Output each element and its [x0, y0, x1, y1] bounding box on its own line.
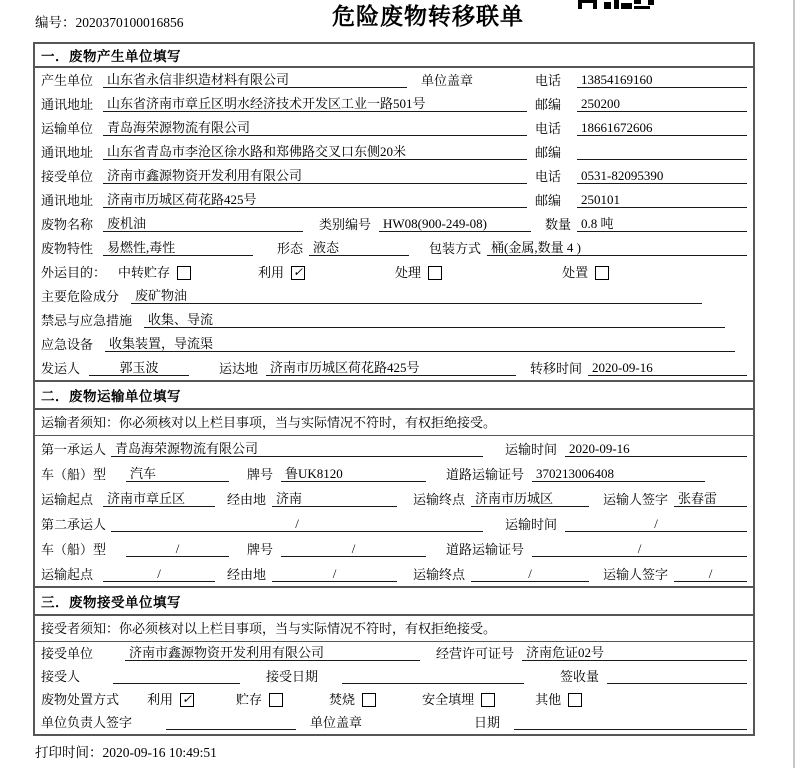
- road-permit-label: 道路运输证号: [446, 542, 525, 557]
- row-receiver-unit: [35, 164, 753, 188]
- waste-name-label: 废物名称: [41, 217, 94, 232]
- manifest-form: [33, 42, 755, 736]
- serial-label: 编号：: [35, 15, 76, 30]
- address-label: 通讯地址: [41, 145, 94, 160]
- carrier-sign-label: 运输人签字: [603, 492, 669, 507]
- waste-name-value: 废机油: [103, 216, 303, 232]
- plate-label: 牌号: [247, 467, 274, 482]
- plate-value: /: [281, 541, 426, 557]
- row-taboo-measures: [35, 308, 753, 332]
- checkbox-unchecked: [428, 266, 442, 280]
- section2-heading: 二．废物运输单位填写: [35, 382, 753, 410]
- main-hazard-label: 主要危险成分: [41, 289, 120, 304]
- route-end-value: /: [471, 566, 589, 582]
- print-time-label: 打印时间：: [35, 745, 103, 760]
- taboo-label: 禁忌与应急措施: [41, 313, 133, 328]
- option-treat: 处理: [395, 265, 442, 280]
- disposal-label: 废物处置方式: [41, 692, 120, 707]
- receiver-phone-value: 0531-82095390: [577, 168, 747, 184]
- receiver-value: 济南市鑫源物资开发利用有限公司: [103, 168, 527, 184]
- transport-time-label: 运输时间: [505, 442, 558, 457]
- receiver-notice: 接受者须知：你必须核对以上栏目事项，当与实际情况不符时，有权拒绝接受。: [35, 616, 753, 642]
- row-first-carrier: [35, 436, 753, 461]
- route-end-value: 济南市历城区: [471, 491, 589, 507]
- row-waste-props: [35, 236, 753, 260]
- route-via-value: /: [272, 566, 397, 582]
- route-start-label: 运输起点: [41, 567, 94, 582]
- qr-code-fragment: [578, 0, 654, 9]
- route-via-label: 经由地: [227, 567, 267, 582]
- transporter-label: 运输单位: [41, 121, 94, 136]
- carrier1-label: 第一承运人: [41, 442, 107, 457]
- zip-label: 邮编: [535, 145, 562, 160]
- packing-label: 包装方式: [429, 241, 482, 256]
- carrier2-value: /: [111, 516, 483, 532]
- option-dispose: 处置: [562, 265, 609, 280]
- transporter-zip-value: [577, 145, 747, 160]
- row-route2: [35, 561, 753, 586]
- waste-form-label: 形态: [277, 241, 304, 256]
- dispatcher-label: 发运人: [41, 361, 81, 376]
- unit-seal-label: 单位盖章: [420, 73, 473, 88]
- main-hazard-value: 废矿物油: [131, 288, 702, 304]
- accept-date-label: 接受日期: [266, 669, 319, 684]
- date-label: 日期: [474, 715, 501, 730]
- producer-zip-value: 250200: [577, 96, 747, 112]
- checkbox-unchecked: [362, 693, 376, 707]
- row-signoff: [35, 711, 753, 734]
- waste-form-value: 液态: [309, 240, 409, 256]
- unit-seal-label: 单位盖章: [310, 715, 363, 730]
- route-via-value: 济南: [272, 491, 397, 507]
- option-other: 其他: [535, 692, 582, 707]
- waste-code-label: 类别编号: [319, 217, 372, 232]
- receiver-zip-value: 250101: [577, 192, 747, 208]
- option-incinerate: 焚烧: [329, 692, 376, 707]
- route-via-label: 经由地: [227, 492, 267, 507]
- waste-qty-label: 数量: [545, 217, 572, 232]
- transport-time-label: 运输时间: [505, 517, 558, 532]
- carrier2-label: 第二承运人: [41, 517, 107, 532]
- road-permit-value: /: [532, 541, 747, 557]
- print-time-value: 2020-09-16 10:49:51: [102, 745, 217, 760]
- section-transport: [35, 380, 753, 586]
- route-end-label: 运输终点: [413, 492, 466, 507]
- purpose-label: 外运目的：: [41, 265, 107, 280]
- receive-unit-value: 济南市鑫源物资开发利用有限公司: [125, 645, 420, 661]
- zip-label: 邮编: [535, 193, 562, 208]
- road-permit-value: 370213006408: [532, 466, 705, 482]
- transporter-value: 青岛海荣源物流有限公司: [103, 120, 527, 136]
- vehicle-type-label: 车（船）型: [41, 467, 107, 482]
- row-transport-unit: [35, 116, 753, 140]
- transporter-notice: 运输者须知：你必须核对以上栏目事项，当与实际情况不符时，有权拒绝接受。: [35, 410, 753, 436]
- checkbox-mark: ✓: [182, 691, 193, 706]
- checkbox-mark: ✓: [293, 264, 304, 279]
- row-transporter-address: [35, 140, 753, 164]
- transfer-time-label: 转移时间: [530, 361, 583, 376]
- section-receive: [35, 586, 753, 734]
- checkbox-checked: [291, 266, 305, 280]
- row-producer-address: [35, 92, 753, 116]
- responsible-sign-value: [166, 715, 296, 730]
- transporter-phone-value: 18661672606: [577, 120, 747, 136]
- option-landfill: 安全填埋: [422, 692, 495, 707]
- producer-address-value: 山东省济南市章丘区明水经济技术开发区工业一路501号: [103, 96, 527, 112]
- road-permit-label: 道路运输证号: [446, 467, 525, 482]
- signed-qty-value: [607, 669, 747, 684]
- row-disposal-method: [35, 688, 753, 711]
- carrier1-value: 青岛海荣源物流有限公司: [111, 441, 483, 457]
- route-start-label: 运输起点: [41, 492, 94, 507]
- carrier-sign-value: /: [674, 566, 747, 582]
- option-transfer-storage: 中转贮存: [118, 265, 191, 280]
- acceptor-value: [113, 669, 240, 684]
- destination-label: 运达地: [219, 361, 259, 376]
- phone-label: 电话: [535, 169, 562, 184]
- section-producer: [35, 44, 753, 380]
- transfer-time-value: 2020-09-16: [588, 360, 747, 376]
- dispatcher-value: 郭玉波: [89, 360, 189, 376]
- option-utilize: 利用 ✓: [147, 691, 193, 707]
- row-producer-unit: [35, 68, 753, 92]
- receive-unit-label: 接受单位: [41, 646, 94, 661]
- checkbox-unchecked: [595, 266, 609, 280]
- row-dispatch: [35, 356, 753, 380]
- row-acceptor: [35, 665, 753, 688]
- phone-label: 电话: [535, 121, 562, 136]
- license-value: 济南危证02号: [522, 645, 747, 661]
- address-label: 通讯地址: [41, 97, 94, 112]
- row-route1: [35, 486, 753, 511]
- carrier-sign-value: 张春雷: [674, 491, 747, 507]
- destination-value: 济南市历城区荷花路425号: [266, 360, 516, 376]
- row-vehicle1: [35, 461, 753, 486]
- plate-label: 牌号: [247, 542, 274, 557]
- accept-date-value: [342, 669, 524, 684]
- equipment-value: 收集装置，导流渠: [105, 336, 735, 352]
- route-start-value: /: [103, 566, 215, 582]
- page-title: 危险废物转移联单: [332, 4, 524, 29]
- checkbox-unchecked: [269, 693, 283, 707]
- responsible-sign-label: 单位负责人签字: [41, 715, 133, 730]
- checkbox-unchecked: [481, 693, 495, 707]
- checkbox-unchecked: [568, 693, 582, 707]
- waste-props-label: 废物特性: [41, 241, 94, 256]
- row-main-hazard: [35, 284, 753, 308]
- waste-code-value: HW08(900-249-08): [379, 216, 531, 232]
- producer-label: 产生单位: [41, 73, 94, 88]
- option-store: 贮存: [236, 692, 283, 707]
- taboo-value: 收集、导流: [144, 312, 725, 328]
- row-vehicle2: [35, 536, 753, 561]
- waste-props-value: 易燃性,毒性: [103, 240, 253, 256]
- vehicle-type-value: /: [126, 541, 229, 557]
- receiver-label: 接受单位: [41, 169, 94, 184]
- checkbox-unchecked: [177, 266, 191, 280]
- date-value: [514, 715, 747, 730]
- route-end-label: 运输终点: [413, 567, 466, 582]
- zip-label: 邮编: [535, 97, 562, 112]
- section1-heading: 一．废物产生单位填写: [35, 44, 753, 68]
- carrier-sign-label: 运输人签字: [603, 567, 669, 582]
- print-time: [35, 741, 217, 761]
- producer-phone-value: 13854169160: [577, 72, 747, 88]
- transporter-address-value: 山东省青岛市李沧区徐水路和郑佛路交叉口东侧20米: [103, 144, 527, 160]
- transport-time-value: 2020-09-16: [565, 441, 747, 457]
- vehicle-type-label: 车（船）型: [41, 542, 107, 557]
- row-waste-name: [35, 212, 753, 236]
- plate-value: 鲁UK8120: [281, 466, 426, 482]
- packing-value: 桶(金属,数量 4 ): [487, 240, 747, 256]
- transport-time-value: /: [565, 516, 747, 532]
- equipment-label: 应急设备: [41, 337, 94, 352]
- receiver-address-value: 济南市历城区荷花路425号: [103, 192, 527, 208]
- vehicle-type-value: 汽车: [126, 466, 229, 482]
- address-label: 通讯地址: [41, 193, 94, 208]
- row-receiver-address: [35, 188, 753, 212]
- section3-heading: 三．废物接受单位填写: [35, 588, 753, 616]
- checkbox-checked: [180, 693, 194, 707]
- serial-value: 2020370100016856: [75, 15, 184, 30]
- row-receive-unit: [35, 642, 753, 665]
- option-utilize: 利用 ✓: [258, 264, 304, 280]
- row-second-carrier: [35, 511, 753, 536]
- waste-qty-value: 0.8 吨: [577, 216, 747, 232]
- producer-value: 山东省永信非织造材料有限公司: [103, 72, 407, 88]
- route-start-value: 济南市章丘区: [103, 491, 215, 507]
- acceptor-label: 接受人: [41, 669, 81, 684]
- row-emergency-equipment: [35, 332, 753, 356]
- signed-qty-label: 签收量: [560, 669, 600, 684]
- page-header: [0, 0, 796, 40]
- window-right-edge: [793, 0, 795, 768]
- license-label: 经营许可证号: [436, 646, 515, 661]
- serial-number: [35, 11, 184, 31]
- phone-label: 电话: [535, 73, 562, 88]
- row-transfer-purpose: [35, 260, 753, 284]
